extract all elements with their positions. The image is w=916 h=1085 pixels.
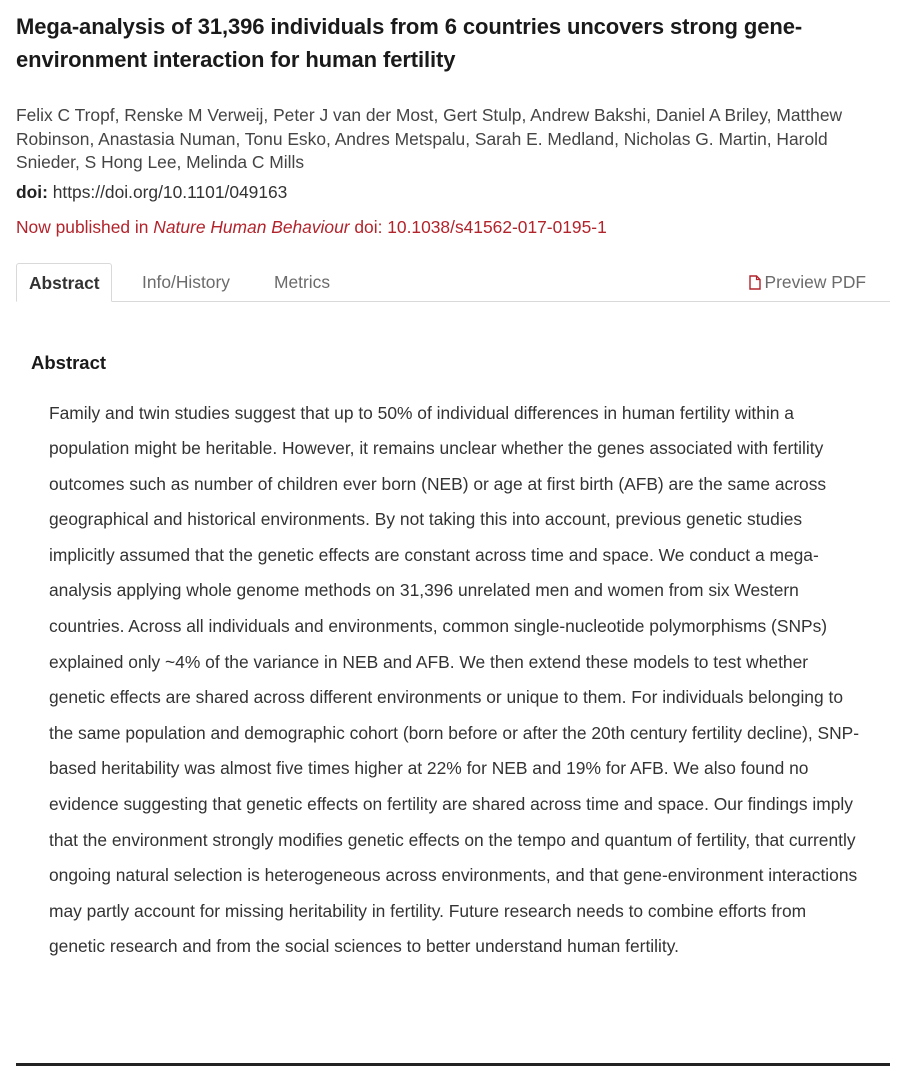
- abstract-heading: Abstract: [31, 351, 107, 373]
- article-tabs: [16, 263, 890, 302]
- published-doi-link[interactable]: doi: 10.1038/s41562-017-0195-1: [354, 216, 607, 237]
- tab-metrics[interactable]: Metrics: [274, 271, 331, 292]
- pdf-file-icon: [749, 265, 761, 303]
- doi-link[interactable]: https://doi.org/10.1101/049163: [52, 181, 288, 202]
- preview-pdf-label: Preview PDF: [764, 271, 866, 292]
- tab-abstract[interactable]: Abstract: [16, 263, 112, 302]
- published-notice: [16, 214, 890, 240]
- doi-label: doi:: [16, 181, 48, 202]
- bottom-divider: [16, 1063, 890, 1066]
- preview-pdf-button[interactable]: [749, 263, 866, 301]
- published-prefix: Now published in: [16, 216, 149, 237]
- author-list: Felix C Tropf, Renske M Verweij, Peter J van der Most, Gert Stulp, Andrew Bakshi, Daniel A Briley, Matthew Robinson, Anastasia Numan, Tonu Esko, Andres Metspalu, Sarah E. Medland, Nicholas G. Martin, Harold Snieder, S Hong Lee, Melinda C Mills: [16, 105, 843, 172]
- tab-info-history[interactable]: Info/History: [142, 271, 230, 292]
- doi-line: [16, 179, 890, 205]
- article-container: [16, 0, 890, 965]
- article-title: Mega-analysis of 31,396 individuals from 6 countries uncovers strong gene-environment interaction for human fertility: [16, 14, 803, 72]
- abstract-text: Family and twin studies suggest that up to 50% of individual differences in human fertility within a population might be heritable. However, it remains unclear whether the genes associated with fertility outcomes such as number of children ever born (NEB) or age at first birth (AFB) are the same across geographical and historical environments. By not taking this into account, previous genetic studies implicitly assumed that the genetic effects are constant across time and space. We conduct a mega-analysis applying whole genome methods on 31,396 unrelated men and women from six Western countries. Across all individuals and environments, common single-nucleotide polymorphisms (SNPs) explained only ~4% of the variance in NEB and AFB. We then extend these models to test whether genetic effects are shared across different environments or unique to them. For individuals belonging to the same population and demographic cohort (born before or after the 20th century fertility decline), SNP-based heritability was almost five times higher at 22% for NEB and 19% for AFB. We also found no evidence suggesting that genetic effects on fertility are shared across time and space. Our findings imply that the environment strongly modifies genetic effects on the tempo and quantum of fertility, that currently ongoing natural selection is heterogeneous across environments, and that gene-environment interactions may partly account for missing heritability in fertility. Future research needs to combine efforts from genetic research and from the social sciences to better understand human fertility.: [49, 402, 860, 957]
- published-journal-link[interactable]: Nature Human Behaviour: [153, 216, 350, 237]
